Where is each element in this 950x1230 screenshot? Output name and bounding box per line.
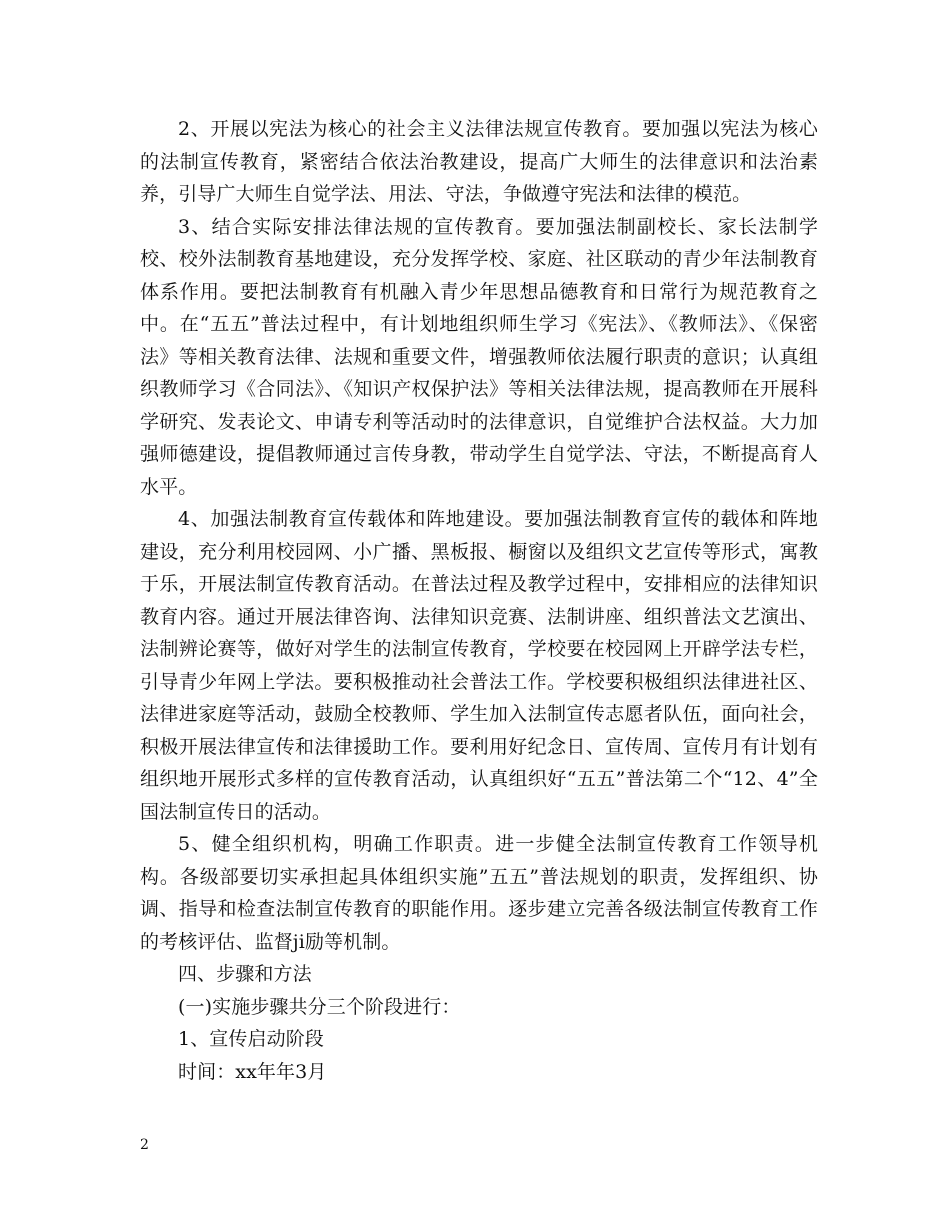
document-body [140, 113, 818, 1088]
paragraph-organization: 5、健全组织机构，明确工作职责。进一步健全法制宣传教育工作领导机构。各级部要切实承担起具体组织实施”五五”普法规划的职责，发挥组织、协调、指导和检查法制宣传教育的职能作用。逐步建立完善各级法制宣传教育工作的考核评估、监督ji励等机制。 [140, 833, 818, 953]
paragraph-constitution-education: 2、开展以宪法为核心的社会主义法律法规宣传教育。要加强以宪法为核心的法制宣传教育，紧密结合依法治教建设，提高广大师生的法律意识和法治素养，引导广大师生自觉学法、用法、守法，争做遵守宪法和法律的模范。 [140, 118, 818, 205]
subsection-heading-stages: (一)实施步骤共分三个阶段进行： [178, 995, 461, 1018]
page-number: 2 [140, 1137, 149, 1153]
paragraph-practical-education: 3、结合实际安排法律法规的宣传教育。要加强法制副校长、家长法制学校、校外法制教育基地建设，充分发挥学校、家庭、社区联动的青少年法制教育体系作用。要把法制教育有机融入青少年思想品德教育和日常行为规范教育之中。在“五五”普法过程中，有计划地组织师生学习《宪法》、《教师法》、《保密法》等相关教育法律、法规和重要文件，增强教师依法履行职责的意识；认真组织教师学习《合同法》、《知识产权保护法》等相关法律法规，提高教师在开展科学研究、发表论文、申请专利等活动时的法律意识，自觉维护合法权益。大力加强师德建设，提倡教师通过言传身教，带动学生自觉学法、守法，不断提高育人水平。 [140, 215, 818, 498]
stage-title: 1、宣传启动阶段 [178, 1028, 324, 1050]
section-heading-steps: 四、步骤和方法 [178, 963, 312, 985]
stage-time: 时间：xx年年3月 [178, 1060, 327, 1083]
paragraph-carrier-construction: 4、加强法制教育宣传载体和阵地建设。要加强法制教育宣传的载体和阵地建设，充分利用校园网、小广播、黑板报、橱窗以及组织文艺宣传等形式，寓教于乐，开展法制宣传教育活动。在普法过程及教学过程中，安排相应的法律知识教育内容。通过开展法律咨询、法律知识竞赛、法制讲座、组织普法文艺演出、法制辨论赛等，做好对学生的法制宣传教育，学校要在校园网上开辟学法专栏，引导青少年网上学法。要积极推动社会普法工作。学校要积极组织法律进社区、法律进家庭等活动，鼓励全校教师、学生加入法制宣传志愿者队伍，面向社会，积极开展法律宣传和法律援助工作。要利用好纪念日、宣传周、宣传月有计划有组织地开展形式多样的宣传教育活动，认真组织好“五五”普法第二个“12、4”全国法制宣传日的活动。 [140, 508, 818, 823]
